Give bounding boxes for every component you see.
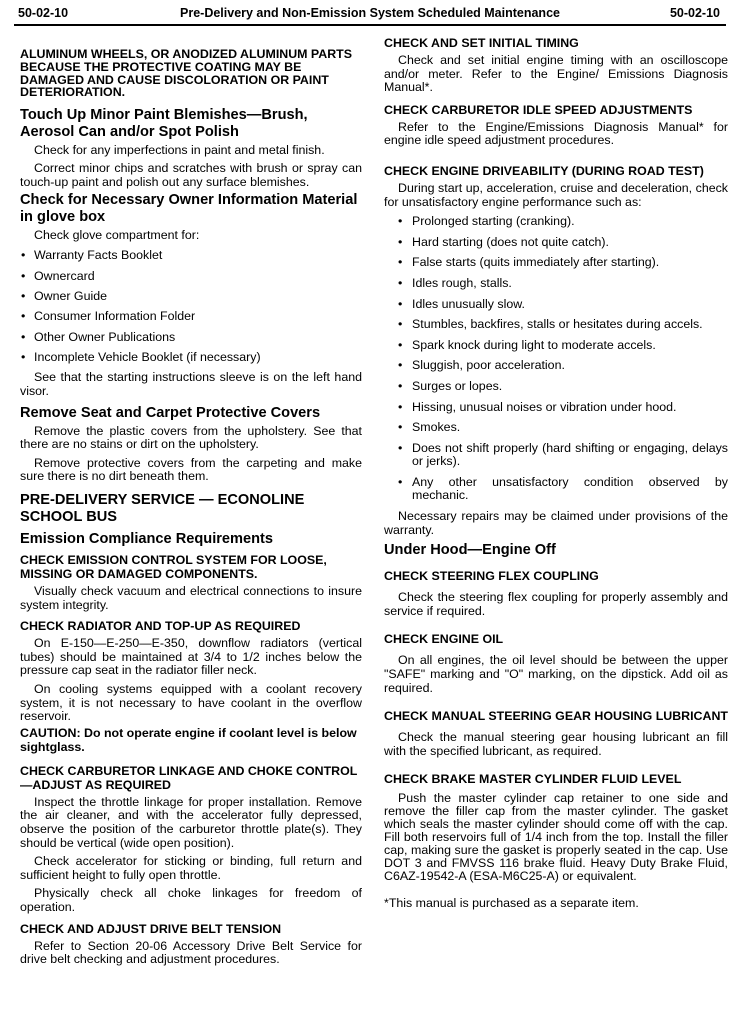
list-item: • Idles rough, stalls. xyxy=(384,277,728,291)
carburetor-heading: CHECK CARBURETOR LINKAGE AND CHOKE CONTROL—ADJUST AS REQUIRED xyxy=(20,763,358,792)
covers-para-1: Remove the plastic covers from the upholstery. See that there are no stains or dirt on the upholstery. xyxy=(20,423,362,452)
list-item: • Any other unsatisfactory condition observed by mechanic. xyxy=(384,476,728,503)
list-item: • Surges or lopes. xyxy=(384,380,728,394)
radiator-para-1: On E-150—E-250—E-350, downflow radiators (vertical tubes) should be maintained at 3/4 to 1/2 inches below the pressure cap seat in the radiator filler neck. xyxy=(20,636,362,678)
list-item: • Owner Guide xyxy=(20,290,362,304)
list-item: • False starts (quits immediately after starting). xyxy=(384,256,728,270)
emission-heading: CHECK EMISSION CONTROL SYSTEM FOR LOOSE, MISSING OR DAMAGED COMPONENTS. xyxy=(20,553,327,582)
left-column xyxy=(20,36,362,972)
touchup-para-1: Check for any imperfections in paint and metal finish. xyxy=(34,142,325,157)
timing-para-1: Check and set initial engine timing with an oscilloscope and/or meter. Refer to the Engine/ Emissions Diagnosis Manual*. xyxy=(384,53,728,95)
footnote: *This manual is purchased as a separate item. xyxy=(384,895,639,910)
page-number-left: 50-02-10 xyxy=(18,6,69,20)
belt-heading: CHECK AND ADJUST DRIVE BELT TENSION xyxy=(20,921,282,936)
list-item: • Stumbles, backfires, stalls or hesitates during accels. xyxy=(384,318,728,332)
covers-heading: Remove Seat and Carpet Protective Covers xyxy=(20,404,321,421)
list-item: • Ownercard xyxy=(20,270,362,284)
right-column xyxy=(384,36,728,922)
list-item: • Does not shift properly (hard shifting or engaging, delays or jerks). xyxy=(384,442,728,469)
steering-flex-para-1: Check the steering flex coupling for properly assembly and service if required. xyxy=(384,590,728,618)
driveability-para-1: During start up, acceleration, cruise and deceleration, check for unsatisfactory engine performance such as: xyxy=(384,180,728,209)
owner-info-list xyxy=(20,249,362,365)
list-item: • Spark knock during light to moderate accels. xyxy=(384,339,728,353)
list-item: • Idles unusually slow. xyxy=(384,298,728,312)
brake-para-1: Push the master cylinder cap retainer to one side and remove the filler cap from the master cylinder. The gasket which seals the master cylinder should come off with the cap. Fill both reservoirs full of 1/4 inch from the top. Install the filler cap, making sure the gasket is properly seated in the cap. Use DOT 3 and FMVSS 116 brake fluid. Heavy Duty Brake Fluid, C6AZ-19542-A (ESA-M6C25-A) or equivalent. xyxy=(384,791,728,884)
owner-info-intro: Check glove compartment for: xyxy=(34,227,200,242)
emission-para-1: Visually check vacuum and electrical connections to insure system integrity. xyxy=(20,584,362,612)
list-item: • Sluggish, poor acceleration. xyxy=(384,359,728,373)
idle-para-1: Refer to the Engine/Emissions Diagnosis Manual* for engine idle speed adjustment procedures. xyxy=(384,119,728,148)
timing-heading: CHECK AND SET INITIAL TIMING xyxy=(384,36,579,50)
carburetor-para-2: Check accelerator for sticking or binding, full return and sufficient height to fully open throttle. xyxy=(20,854,362,882)
owner-info-note: See that the starting instructions sleeve is on the left hand visor. xyxy=(20,370,362,399)
driveability-heading: CHECK ENGINE DRIVEABILITY (DURING ROAD TEST) xyxy=(384,163,704,178)
carburetor-para-1: Inspect the throttle linkage for proper installation. Remove the air cleaner, and with the accelerator fully depressed, observe the position of the carburetor throttle plate(s). They should be vertical (wide open position). xyxy=(20,794,362,850)
oil-para-1: On all engines, the oil level should be between the upper "SAFE" marking and "O" marking, on the dipstick. Add oil as required. xyxy=(384,653,728,695)
list-item: • Hissing, unusual noises or vibration under hood. xyxy=(384,401,728,415)
page-header xyxy=(14,4,726,26)
underhood-heading: Under Hood—Engine Off xyxy=(384,542,556,559)
list-item: • Prolonged starting (cranking). xyxy=(384,215,728,229)
list-item: • Consumer Information Folder xyxy=(20,310,362,324)
covers-para-2: Remove protective covers from the carpeting and make sure there is no dirt beneath them. xyxy=(20,455,362,484)
gear-para-1: Check the manual steering gear housing lubricant an fill with the specified lubricant, as required. xyxy=(384,730,728,758)
predelivery-heading: PRE-DELIVERY SERVICE — ECONOLINE SCHOOL BUS xyxy=(20,492,305,526)
list-item: • Incomplete Vehicle Booklet (if necessary) xyxy=(20,351,362,365)
brake-heading: CHECK BRAKE MASTER CYLINDER FLUID LEVEL xyxy=(384,772,682,787)
belt-para-1: Refer to Section 20-06 Accessory Drive Belt Service for drive belt checking and adjustment procedures. xyxy=(20,938,362,967)
list-item: • Smokes. xyxy=(384,421,728,435)
idle-heading: CHECK CARBURETOR IDLE SPEED ADJUSTMENTS xyxy=(384,102,693,117)
gear-heading: CHECK MANUAL STEERING GEAR HOUSING LUBRICANT xyxy=(384,709,728,724)
oil-heading: CHECK ENGINE OIL xyxy=(384,632,504,647)
list-item: • Warranty Facts Booklet xyxy=(20,249,362,263)
page-number-right: 50-02-10 xyxy=(669,6,720,20)
radiator-para-2: On cooling systems equipped with a coolant recovery system, it is not necessary to have coolant in the overflow reservoir. xyxy=(20,682,362,724)
steering-flex-heading: CHECK STEERING FLEX COUPLING xyxy=(384,569,599,584)
header-title: Pre-Delivery and Non-Emission System Scheduled Maintenance xyxy=(180,6,560,20)
touchup-para-2: Correct minor chips and scratches with brush or spray can touch-up paint and polish out any surface blemishes. xyxy=(20,161,362,189)
list-item: • Hard starting (does not quite catch). xyxy=(384,236,728,250)
list-item: • Other Owner Publications xyxy=(20,331,362,345)
driveability-para-2: Necessary repairs may be claimed under provisions of the warranty. xyxy=(384,509,728,537)
driveability-list xyxy=(384,215,728,503)
owner-info-heading: Check for Necessary Owner Information Material in glove box xyxy=(20,191,358,225)
radiator-heading: CHECK RADIATOR AND TOP-UP AS REQUIRED xyxy=(20,619,301,634)
caution-text: CAUTION: Do not operate engine if coolant level is below sightglass. xyxy=(20,725,357,754)
carburetor-para-3: Physically check all choke linkages for freedom of operation. xyxy=(20,886,362,914)
emission-compliance-heading: Emission Compliance Requirements xyxy=(20,531,274,548)
warning-text: ALUMINUM WHEELS, OR ANODIZED ALUMINUM PARTS BECAUSE THE PROTECTIVE COATING MAY BE DAMAGED AND CAUSE DISCOLORATION OR PAINT DETERIORATION. xyxy=(20,47,352,100)
touchup-heading: Touch Up Minor Paint Blemishes—Brush, Aerosol Can and/or Spot Polish xyxy=(20,106,308,140)
